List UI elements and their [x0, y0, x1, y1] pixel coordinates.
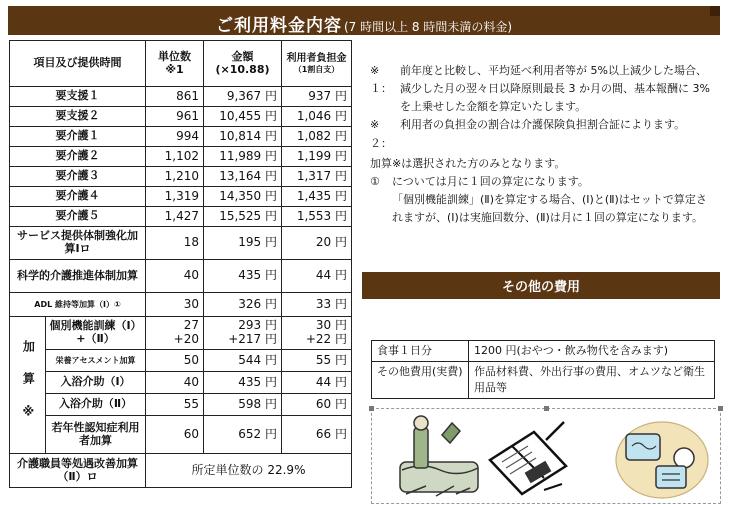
- kasan-note: [370, 155, 715, 228]
- row-units: 861: [146, 87, 204, 107]
- row-copay: 937 円: [282, 87, 352, 107]
- row-label: 要介護３: [10, 167, 146, 187]
- kasan-note-line2: 「個別機能訓練」(Ⅱ)を算定する場合、(Ⅰ)と(Ⅱ)はセットで算定されますが、(Ⅰ)は実施回数分、(Ⅱ)は月に１回の算定になります。: [392, 193, 707, 225]
- table-row: [10, 416, 352, 454]
- row-amount: 435 円: [204, 260, 282, 293]
- row-copay: 44 円: [282, 372, 352, 394]
- row-copay: 44 円: [282, 260, 352, 293]
- note-mark: ※２：: [370, 118, 392, 150]
- header-copay-note: （1割自支）: [293, 64, 340, 74]
- kasan-note-mark: ①: [370, 175, 380, 189]
- other-row-label: その他費用(実費): [372, 361, 469, 398]
- kasan-group-cell: [10, 317, 46, 454]
- fee-table-header-row: [10, 41, 352, 87]
- table-row: [10, 260, 352, 293]
- note-text: 利用者の負担金の割合は介護保険負担割合証によります。: [400, 118, 686, 132]
- row-copay: 55 円: [282, 350, 352, 372]
- row-label: 要介護４: [10, 187, 146, 207]
- row-label: 要支援２: [10, 107, 146, 127]
- notebook-illustration-icon: [482, 410, 574, 502]
- table-row: [10, 87, 352, 107]
- other-row-label: 食事１日分: [372, 341, 469, 362]
- other-fees-table: [371, 340, 715, 399]
- table-row: [10, 167, 352, 187]
- row-units: 961: [146, 107, 204, 127]
- kasan-note-line1: については月に１回の算定になります。: [392, 175, 589, 189]
- row-copay: 1,435 円: [282, 187, 352, 207]
- row-label: 介護職員等処遇改善加算（Ⅱ）ロ: [10, 454, 146, 488]
- row-units: 55: [146, 394, 204, 416]
- fee-table: [9, 40, 352, 488]
- header-copay-label: 利用者負担金: [286, 53, 347, 65]
- resize-handle[interactable]: [369, 406, 374, 411]
- row-units: 1,427: [146, 207, 204, 227]
- meal-illustration-icon: [612, 410, 712, 502]
- row-label: ADL 維持等加算（Ⅰ）①: [10, 293, 146, 317]
- title-bar: [8, 6, 720, 35]
- row-amount: 544 円: [204, 350, 282, 372]
- row-units: 40: [146, 372, 204, 394]
- row-amount: 652 円: [204, 416, 282, 454]
- row-amount: 293 円 +217 円: [204, 317, 282, 350]
- row-amount: 9,367 円: [204, 87, 282, 107]
- table-row: [372, 361, 715, 398]
- row-units: 30: [146, 293, 204, 317]
- header-amount: [204, 41, 282, 87]
- table-row: [10, 227, 352, 260]
- row-amount: 13,164 円: [204, 167, 282, 187]
- table-row: [10, 147, 352, 167]
- resize-handle[interactable]: [718, 406, 723, 411]
- table-row: [10, 394, 352, 416]
- table-row: [10, 454, 352, 488]
- row-copay: 33 円: [282, 293, 352, 317]
- row-label: 入浴介助（Ⅰ）: [46, 372, 146, 394]
- row-copay: 1,046 円: [282, 107, 352, 127]
- row-copay: 20 円: [282, 227, 352, 260]
- row-units: 50: [146, 350, 204, 372]
- row-units: 27 +20: [146, 317, 204, 350]
- row-value: 所定単位数の 22.9%: [146, 454, 352, 488]
- note-text: 前年度と比較し、平均延べ利用者等が 5%以上減少した場合、減少した月の翌々日以降原則最長 3 か月の間、基本報酬に 3%を上乗せした金額を算定いたします。: [400, 64, 710, 114]
- page-subtitle: (7 時間以上 8 時間未満の料金): [343, 20, 513, 34]
- row-amount: 10,455 円: [204, 107, 282, 127]
- table-row: [372, 341, 715, 362]
- other-row-value: 作品材料費、外出行事の費用、オムツなど衛生用品等: [469, 361, 715, 398]
- row-label: 個別機能訓練（Ⅰ）+（Ⅱ）: [46, 317, 146, 350]
- header-amount-note: (×10.88): [215, 62, 270, 76]
- table-row: [10, 107, 352, 127]
- row-copay: 60 円: [282, 394, 352, 416]
- row-label: 要介護１: [10, 127, 146, 147]
- row-label: 要介護５: [10, 207, 146, 227]
- row-label: 要介護２: [10, 147, 146, 167]
- row-amount: 435 円: [204, 372, 282, 394]
- table-row: [10, 372, 352, 394]
- row-label: 栄養アセスメント加算: [46, 350, 146, 372]
- note-mark: ※１：: [370, 64, 392, 96]
- row-copay: 30 円 +22 円: [282, 317, 352, 350]
- row-copay: 1,553 円: [282, 207, 352, 227]
- header-copay: [282, 41, 352, 87]
- table-row: [10, 293, 352, 317]
- kasan-label: 加 算 ※: [21, 339, 36, 427]
- row-copay: 1,317 円: [282, 167, 352, 187]
- header-amount-label: 金額: [231, 49, 254, 63]
- header-units-label: 単位数: [158, 49, 191, 63]
- row-units: 1,319: [146, 187, 204, 207]
- header-units-note: ※1: [165, 62, 184, 76]
- table-row: [10, 127, 352, 147]
- table-row: [10, 350, 352, 372]
- note-item: [370, 62, 715, 116]
- kasan-note-intro: 加算※は選択された方のみとなります。: [370, 157, 566, 170]
- row-label: サービス提供体制強化加算Ⅰロ: [10, 227, 146, 260]
- row-copay: 66 円: [282, 416, 352, 454]
- kasan-note-item: [370, 173, 715, 191]
- table-row: [10, 317, 352, 350]
- row-amount: 195 円: [204, 227, 282, 260]
- header-item: 項目及び提供時間: [10, 41, 146, 87]
- table-row: [10, 187, 352, 207]
- row-amount: 326 円: [204, 293, 282, 317]
- row-copay: 1,082 円: [282, 127, 352, 147]
- page-title: ご利用料金内容: [215, 16, 342, 36]
- row-label: 入浴介助（Ⅱ）: [46, 394, 146, 416]
- row-label: 要支援１: [10, 87, 146, 107]
- row-amount: 15,525 円: [204, 207, 282, 227]
- row-units: 40: [146, 260, 204, 293]
- row-units: 1,210: [146, 167, 204, 187]
- row-amount: 10,814 円: [204, 127, 282, 147]
- row-units: 1,102: [146, 147, 204, 167]
- row-label: 科学的介護推進体制加算: [10, 260, 146, 293]
- header-units: [146, 41, 204, 87]
- row-amount: 14,350 円: [204, 187, 282, 207]
- other-row-value: 1200 円(おやつ・飲み物代を含みます): [469, 341, 715, 362]
- row-units: 994: [146, 127, 204, 147]
- row-label: 若年性認知症利用者加算: [46, 416, 146, 454]
- row-amount: 11,989 円: [204, 147, 282, 167]
- other-fees-title: その他の費用: [362, 272, 720, 299]
- row-units: 18: [146, 227, 204, 260]
- note-item: [370, 116, 715, 152]
- bathing-illustration-icon: [392, 410, 484, 502]
- notes: [370, 62, 715, 153]
- row-copay: 1,199 円: [282, 147, 352, 167]
- row-units: 60: [146, 416, 204, 454]
- table-row: [10, 207, 352, 227]
- title-corner: [710, 6, 720, 16]
- row-amount: 598 円: [204, 394, 282, 416]
